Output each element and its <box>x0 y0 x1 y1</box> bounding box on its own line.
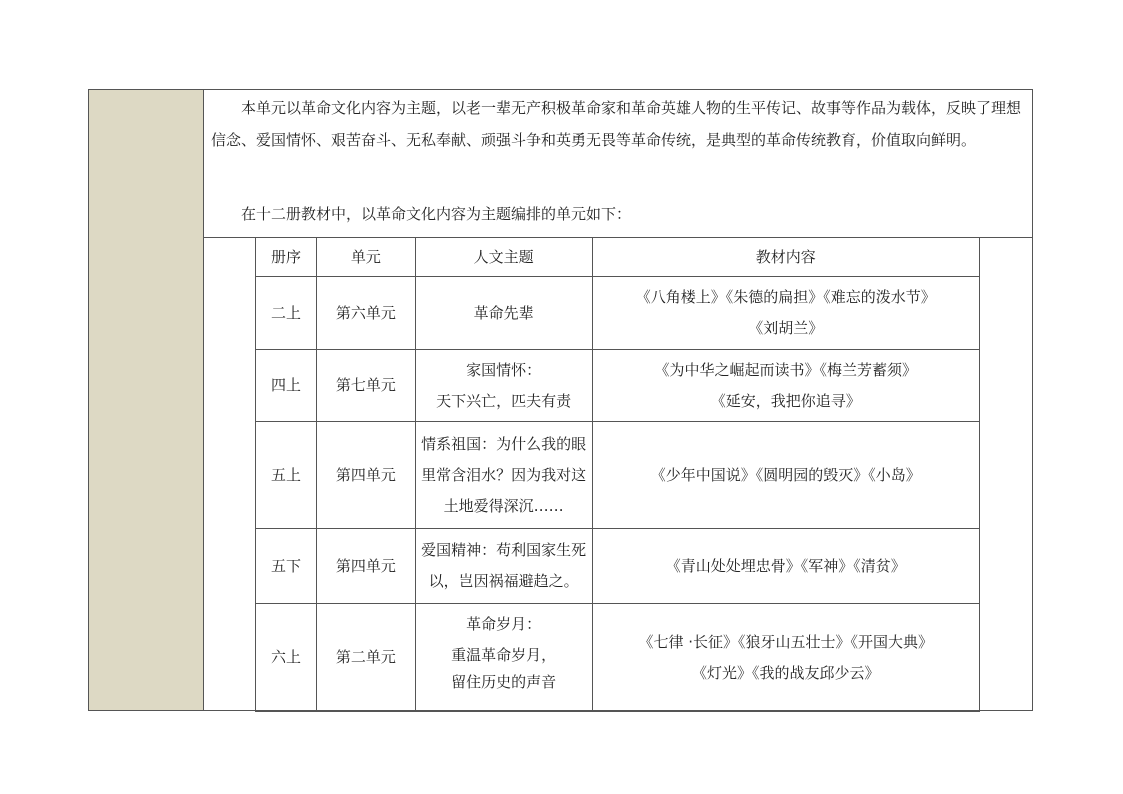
theme-line: 留住历史的声音 <box>451 672 557 691</box>
header-unit: 单元 <box>316 238 415 277</box>
cell-unit: 第七单元 <box>316 350 415 422</box>
table-row <box>256 422 980 529</box>
table-intro-paragraph: 在十二册教材中，以革命文化内容为主题编排的单元如下： <box>241 205 632 223</box>
cell-volume: 二上 <box>256 277 317 350</box>
content-line: 《八角楼上》《朱德的扁担》《难忘的泼水节》 <box>635 288 936 306</box>
content-line: 《为中华之崛起而读书》《梅兰芳蓄须》 <box>654 360 918 379</box>
table-row <box>256 350 980 422</box>
table-row <box>256 604 980 712</box>
theme-line: 家国情怀： <box>466 360 542 379</box>
content-cell <box>203 90 1032 710</box>
document-frame <box>88 89 1033 711</box>
content-line: 《七律 ·长征》《狼牙山五壮士》《开国大典》 <box>638 632 934 651</box>
cell-volume: 四上 <box>256 350 317 422</box>
cell-unit: 第四单元 <box>316 422 415 529</box>
theme-line: 革命先辈 <box>473 303 534 322</box>
content-line: 《延安，我把你追寻》 <box>710 391 861 410</box>
cell-unit: 第六单元 <box>316 277 415 350</box>
sidebar-column <box>89 90 204 710</box>
header-volume: 册序 <box>256 238 317 277</box>
intro-paragraph: 本单元以革命文化内容为主题，以老一辈无产积极革命家和革命英雄人物的生平传记、故事等作品为载体，反映了理想信念、爱国情怀、艰苦奋斗、无私奉献、顽强斗争和英勇无畏等革命传统，是典型的革命传统教育，价值取向鲜明。 <box>211 99 1022 149</box>
content-line: 《灯光》《我的战友邱少云》 <box>692 663 880 682</box>
theme-line: 天下兴亡，匹夫有责 <box>436 391 572 410</box>
cell-volume: 五上 <box>256 422 317 529</box>
table-row <box>256 277 980 350</box>
cell-volume: 五下 <box>256 529 317 604</box>
content-line: 《青山处处埋忠骨》《军神》《清贫》 <box>665 556 906 575</box>
cell-content <box>592 277 979 350</box>
cell-theme <box>415 529 592 604</box>
cell-theme <box>415 422 592 529</box>
theme-line: 重温革命岁月， <box>451 645 557 664</box>
theme-line: 革命岁月： <box>466 614 542 633</box>
theme-line: 情系祖国：为什么我的眼里常含泪水？因为我对这土地爱得深沉…… <box>421 434 587 515</box>
trailing-empty-cell <box>980 237 1032 711</box>
cell-content <box>592 350 979 422</box>
table-header-row <box>256 238 980 277</box>
cell-content <box>592 422 979 529</box>
theme-line: 爱国精神：苟利国家生死以，岂因祸福避趋之。 <box>421 541 587 590</box>
cell-theme <box>415 350 592 422</box>
table-row <box>256 529 980 604</box>
cell-content <box>592 529 979 604</box>
cell-theme <box>415 604 592 712</box>
cell-content <box>592 604 979 712</box>
header-theme: 人文主题 <box>415 238 592 277</box>
cell-theme <box>415 277 592 350</box>
header-content: 教材内容 <box>592 238 979 277</box>
content-line: 《刘胡兰》 <box>748 319 824 337</box>
cell-volume: 六上 <box>256 604 317 712</box>
cell-unit: 第四单元 <box>316 529 415 604</box>
content-line: 《少年中国说》《圆明园的毁灭》《小岛》 <box>650 465 921 484</box>
revolution-units-table <box>255 237 980 712</box>
cell-unit: 第二单元 <box>316 604 415 712</box>
